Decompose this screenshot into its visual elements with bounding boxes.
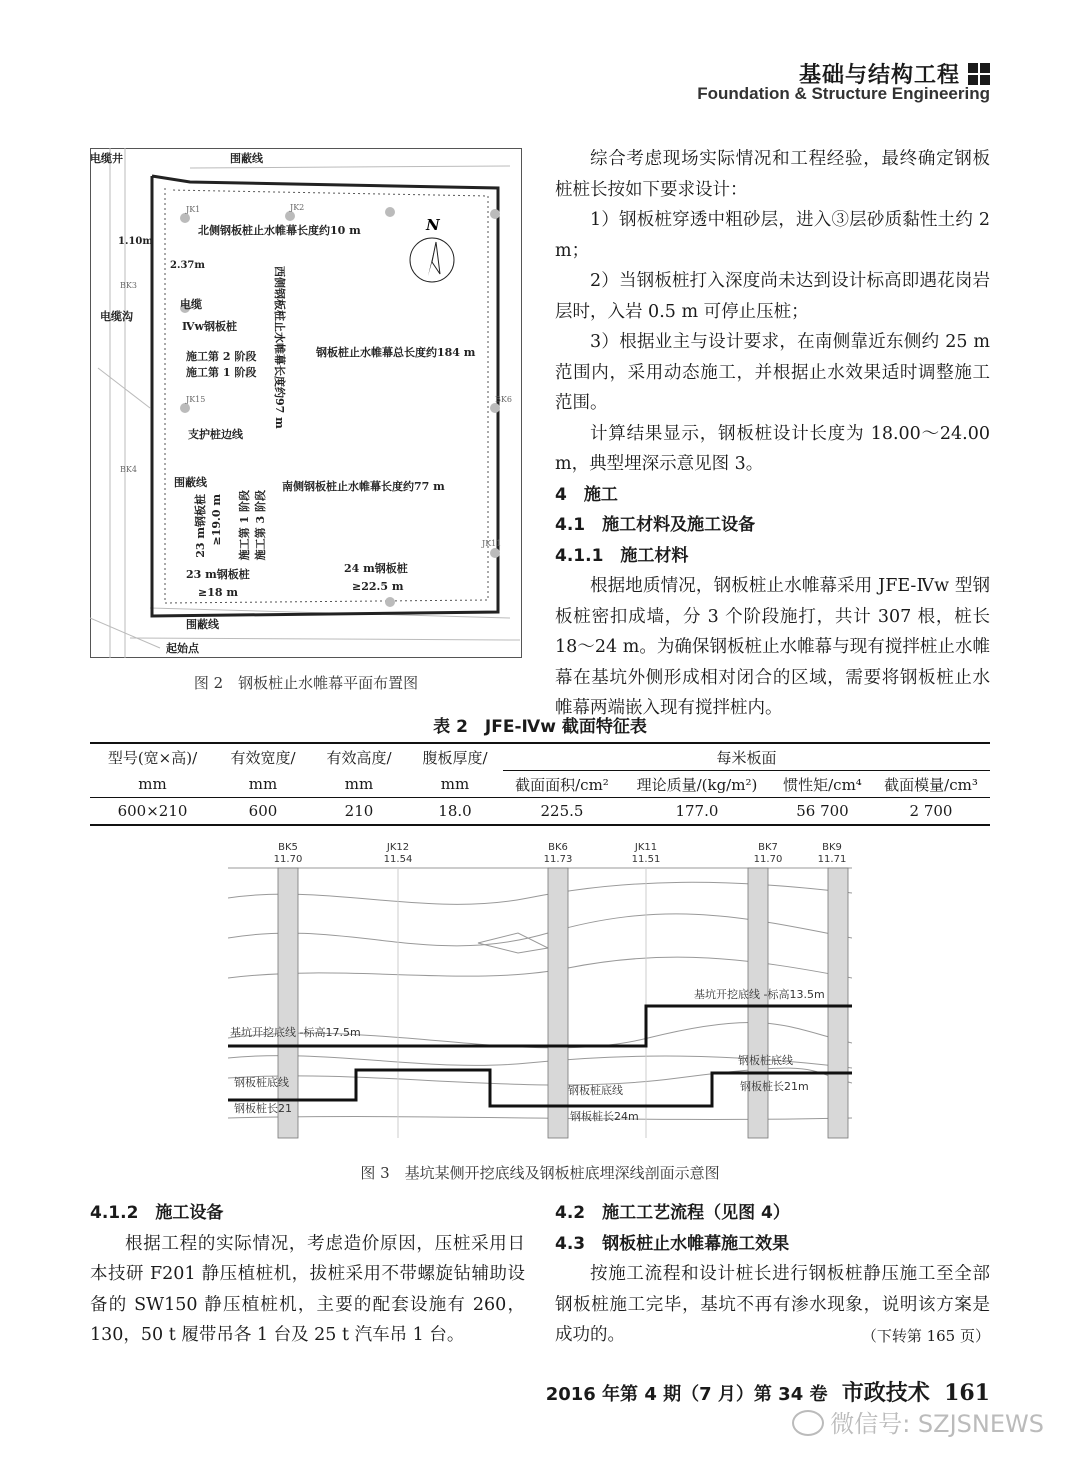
north-label: N bbox=[426, 216, 440, 234]
south-length-label: 南侧钢板桩止水帷幕长度约77 m bbox=[282, 480, 445, 493]
borehole-label: JK11 bbox=[482, 539, 502, 548]
pile-23h-depth: ≥18 m bbox=[198, 586, 238, 599]
table-header: 型号(宽×高)/ bbox=[107, 748, 198, 767]
watermark bbox=[792, 1404, 1044, 1439]
paragraph: 计算结果显示，钢板桩设计长度为 18.00～24.00 m，典型埋深示意见图 3。 bbox=[555, 423, 990, 474]
table-header-unit: mm bbox=[138, 774, 167, 793]
stage-s3-label: 施工第 3 阶段 bbox=[254, 490, 267, 561]
table-cell: 18.0 bbox=[438, 802, 472, 820]
excavation-left-label: 基坑开挖底线 -标高17.5m bbox=[230, 1026, 361, 1039]
journal-name: 市政技术 bbox=[841, 1380, 930, 1406]
section-heading-4: 4 施工 bbox=[555, 484, 618, 505]
table-header-unit: 截面模量/cm³ bbox=[884, 775, 978, 794]
dim-110-label: 1.10m bbox=[118, 236, 153, 247]
paragraph: 2）当钢板桩打入深度尚未达到设计标高即遇花岗岩层时，入岩 0.5 m 可停止压桩； bbox=[555, 271, 990, 322]
shield-line-bot-label: 围蔽线 bbox=[186, 618, 219, 631]
borehole-elev: 11.71 bbox=[817, 854, 847, 865]
table-cell: 600 bbox=[248, 802, 278, 820]
paragraph: 综合考虑现场实际情况和工程经验，最终确定钢板桩桩长按如下要求设计： bbox=[555, 149, 990, 200]
borehole-id: BK6 bbox=[548, 842, 568, 853]
cable-well-label: 电缆井 bbox=[90, 152, 123, 165]
watermark-text: 微信号: SZJSNEWS bbox=[830, 1410, 1044, 1438]
stage-s1-label: 施工第 1 阶段 bbox=[238, 490, 251, 561]
cable-label: 电缆 bbox=[180, 298, 202, 311]
borehole-id: JK11 bbox=[634, 842, 658, 853]
table-cell: 225.5 bbox=[540, 802, 584, 820]
start-point-label: 起始点 bbox=[166, 642, 199, 655]
borehole-id: BK9 bbox=[822, 842, 842, 853]
excavation-right-label: 基坑开挖底线 -标高13.5m bbox=[694, 988, 825, 1001]
borehole-id: BK5 bbox=[278, 842, 298, 853]
borehole-elev: 11.73 bbox=[543, 854, 573, 865]
running-header-en: Foundation & Structure Engineering bbox=[697, 84, 990, 103]
paragraph: 根据工程的实际情况，考虑造价原因，压桩采用日本技研 F201 静压植桩机，拔桩采用不带螺旋钻辅助设备的 SW150 静压植桩机，主要的配套设施有 260，130，50 t 履带吊各 1 台及 25 t 汽车吊 1 台。 bbox=[90, 1233, 525, 1345]
continued-note: （下转第 165 页） bbox=[861, 1326, 990, 1345]
paragraph: 按施工流程和设计桩长进行钢板桩静压施工至全部钢板桩施工完毕，基坑不再有渗水现象，说明该方案是成功的。 bbox=[555, 1264, 990, 1345]
borehole-label: BK4 bbox=[120, 465, 137, 474]
section-heading-4-1-1: 4.1.1 施工材料 bbox=[555, 545, 689, 566]
pile-24-label: 24 m钢板桩 bbox=[344, 562, 408, 575]
table-header-unit: mm bbox=[344, 774, 374, 793]
table-header: 有效宽度/ bbox=[230, 748, 296, 767]
borehole-elev: 11.54 bbox=[383, 854, 413, 865]
table-header-unit: 理论质量/(kg/m²) bbox=[636, 775, 758, 794]
paragraph: 1）钢板桩穿透中粗砂层，进入③层砂质黏性土约 2 m； bbox=[555, 210, 990, 261]
table-cell: 600×210 bbox=[117, 802, 188, 820]
table-cell: 56 700 bbox=[796, 802, 849, 820]
page-footer bbox=[546, 1376, 990, 1407]
site-plan-drawing bbox=[90, 148, 522, 658]
west-length-label: 西侧钢板桩止水帷幕长度约97 m bbox=[273, 266, 286, 429]
table-cell: 177.0 bbox=[675, 802, 719, 820]
section-4-2-4-3 bbox=[555, 1198, 990, 1351]
total-length-label: 钢板桩止水帷幕总长度约184 m bbox=[316, 346, 476, 359]
table-2 bbox=[90, 742, 990, 826]
borehole-label: JK1 bbox=[186, 205, 201, 214]
table-header: 有效高度/ bbox=[326, 748, 392, 767]
pile-left-label: 钢板桩底线 bbox=[234, 1076, 289, 1089]
stage2-label: 施工第 2 阶段 bbox=[186, 350, 257, 363]
page-number: 161 bbox=[944, 1380, 990, 1406]
pile-left-length: 钢板桩长21 bbox=[234, 1102, 292, 1115]
support-pile-label: 支护桩边线 bbox=[188, 428, 243, 441]
header-block-icon bbox=[968, 63, 990, 85]
section-heading-4-2: 4.2 施工工艺流程（见图 4） bbox=[555, 1203, 790, 1223]
table-cell: 2 700 bbox=[909, 802, 953, 820]
paragraph: 根据地质情况，钢板桩止水帷幕采用 JFE-Ⅳw 型钢板桩密扣成墙，分 3 个阶段施打，共计 307 根，桩长 18～24 m。为确保钢板桩止水帷幕与现有搅拌桩止水帷幕在基坑外侧形成相对闭合的区域，需要将钢板桩止水帷幕两端嵌入现有搅拌桩内。 bbox=[555, 576, 990, 718]
borehole-label: BK6 bbox=[495, 395, 512, 404]
table-header-unit: 截面面积/cm² bbox=[515, 775, 609, 794]
pile-right-length: 钢板桩长21m bbox=[740, 1080, 809, 1093]
borehole-elev: 11.70 bbox=[273, 854, 303, 865]
section-profile-drawing bbox=[228, 838, 852, 1156]
stage1-label: 施工第 1 阶段 bbox=[186, 366, 257, 379]
borehole-label: JK15 bbox=[186, 395, 206, 404]
pile-type-label: Ⅳw钢板桩 bbox=[182, 320, 237, 333]
figure-2-caption: 图 2 钢板桩止水帷幕平面布置图 bbox=[193, 674, 419, 692]
paragraph: 3）根据业主与设计要求，在南侧靠近东侧约 25 m 范围内，采用动态施工，并根据止水效果适时调整施工范围。 bbox=[555, 332, 990, 413]
north-length-label: 北侧钢板桩止水帷幕长度约10 m bbox=[198, 224, 361, 237]
right-column-text bbox=[555, 144, 990, 724]
borehole-elev: 11.70 bbox=[753, 854, 783, 865]
pile-mid-length: 钢板桩长24m bbox=[570, 1110, 639, 1123]
borehole-label: BK3 bbox=[120, 281, 137, 290]
pile-24-depth: ≥22.5 m bbox=[352, 580, 404, 593]
section-heading-4-3: 4.3 钢板桩止水帷幕施工效果 bbox=[555, 1233, 790, 1254]
borehole-label: JK2 bbox=[290, 203, 305, 212]
table-header-unit: mm bbox=[440, 774, 470, 793]
pile-23h-label: 23 m钢板桩 bbox=[186, 568, 250, 581]
borehole-id: JK12 bbox=[386, 842, 410, 853]
pile-right-label: 钢板桩底线 bbox=[738, 1054, 793, 1067]
borehole-id: BK7 bbox=[758, 842, 778, 853]
issue-info: 2016 年第 4 期（7 月）第 34 卷 bbox=[545, 1384, 828, 1405]
table-header: 腹板厚度/ bbox=[422, 748, 488, 767]
cable-trench-label: 电缆沟 bbox=[100, 310, 133, 323]
pile-mid-label: 钢板桩底线 bbox=[568, 1084, 623, 1097]
table-header-group: 每米板面 bbox=[503, 743, 990, 771]
table-header-unit: 惯性矩/cm⁴ bbox=[783, 775, 862, 794]
wechat-icon bbox=[792, 1410, 824, 1436]
pile-23v-label: 23 m钢板桩 bbox=[194, 494, 207, 558]
section-4-1-2 bbox=[90, 1198, 525, 1351]
figure-3-caption: 图 3 基坑某侧开挖底线及钢板桩底埋深线剖面示意图 bbox=[360, 1164, 720, 1182]
section-heading-4-1-2: 4.1.2 施工设备 bbox=[90, 1203, 224, 1223]
shield-line-mid-label: 围蔽线 bbox=[174, 476, 207, 489]
dim-237-label: 2.37m bbox=[170, 260, 205, 271]
table-header-unit: mm bbox=[248, 774, 278, 793]
figure-2 bbox=[90, 148, 522, 658]
section-heading-4-1: 4.1 施工材料及施工设备 bbox=[555, 515, 756, 535]
table-2-title: 表 2 JFE-Ⅳw 截面特征表 bbox=[433, 717, 647, 737]
journal-section-title: 基础与结构工程 bbox=[798, 63, 960, 88]
borehole-elev: 11.51 bbox=[631, 854, 661, 865]
pile-23v-depth: ≥19.0 m bbox=[210, 494, 223, 546]
shield-line-top-label: 围蔽线 bbox=[230, 152, 263, 165]
figure-3 bbox=[228, 838, 852, 1156]
table-cell: 210 bbox=[344, 802, 374, 820]
